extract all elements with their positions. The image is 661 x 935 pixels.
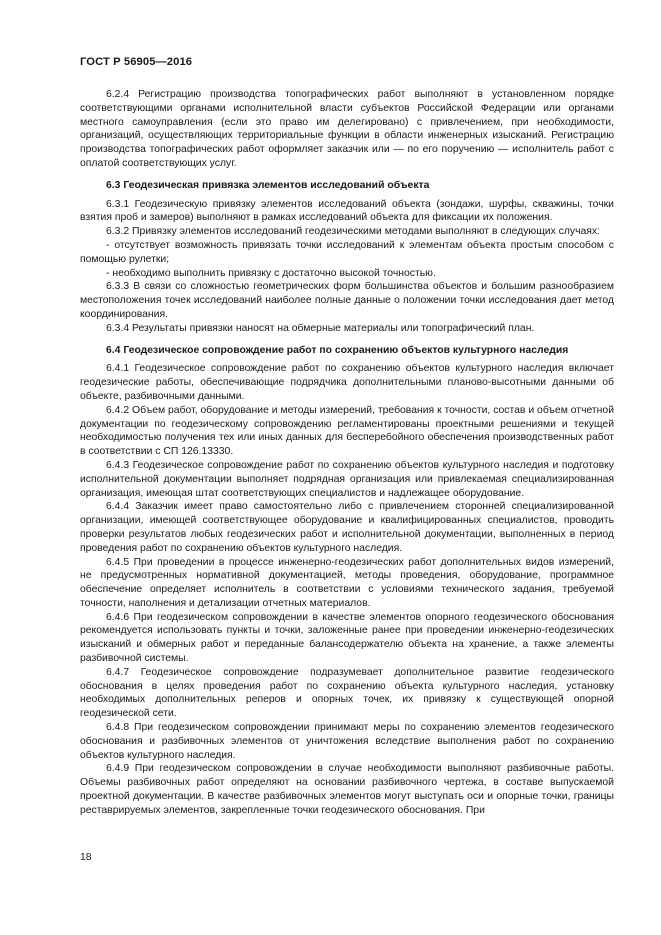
paragraph-6-3-4: 6.3.4 Результаты привязки наносят на обмерные материалы или топографический план. — [106, 322, 535, 334]
paragraph-6-4-9: 6.4.9 При геодезическом сопровождении в случае необходимости выполняют разбивочные работы. Объемы разбивочных работ определяют на основании разбивочного чертежа, в составе выпускаемой проектной документации. В качестве разбивочных элементов могут выступать оси и опорные точки, границы реставрируемых элементов, закрепленные точки геодезического обоснования. При — [80, 763, 614, 816]
document-body — [80, 88, 614, 818]
paragraph-6-4-2: 6.4.2 Объем работ, оборудование и методы измерений, требования к точности, состав и объем отчетной документации по геодезическому сопровождению регламентированы проектными решениями и текущей необходимостью получения тех или иных данных для бесперебойного обеспечения производственных работ в соответствии с СП 126.13330. — [80, 404, 614, 458]
paragraph-6-2-4: 6.2.4 Регистрацию производства топографических работ выполняют в установленном порядке соответствующими органами исполнительной власти субъектов Российской Федерации или органами местного самоуправления (если это право им делегировано) с привлечением, при необходимости, организаций, осуществляющих территориальные функции в области инженерных изысканий. Регистрацию производства топографических работ оформляет заказчик или — по его поручению — исполнитель работ с оплатой соответствующих услуг. — [80, 89, 614, 169]
paragraph-6-4-8: 6.4.8 При геодезическом сопровождении принимают меры по сохранению элементов геодезического обоснования и разбивочных элементов от уничтожения вследствие выполнения работ по сохранению объектов культурного наследия. — [80, 722, 614, 761]
section-heading-6-3: 6.3 Геодезическая привязка элементов исследований объекта — [106, 179, 430, 191]
paragraph-6-4-5: 6.4.5 При проведении в процессе инженерно-геодезических работ дополнительных видов измерений, не предусмотренных нормативной документацией, методы проведения, оборудование, программное обеспечение определяет исполнитель в соответствии с условиями технического задания, требуемой точности, наполнения и детализации отчетных материалов. — [80, 556, 614, 609]
paragraph-6-4-7: 6.4.7 Геодезическое сопровождение подразумевает дополнительное развитие геодезического обоснования в целях проведения работ по сохранению объекта культурного наследия, установку необходимых дополнительных реперов и опорных точек, их привязку к существующей опорной геодезической сети. — [80, 666, 614, 720]
page-number: 18 — [80, 852, 92, 863]
section-heading-6-4: 6.4 Геодезическое сопровождение работ по сохранению объектов культурного наследия — [106, 344, 569, 356]
paragraph-6-3-2: 6.3.2 Привязку элементов исследований геодезическими методами выполняют в следующих случаях: — [106, 226, 601, 238]
list-item: - необходимо выполнить привязку с достаточно высокой точностью. — [106, 267, 436, 279]
document-header: ГОСТ Р 56905—2016 — [80, 56, 193, 68]
paragraph-6-3-3: 6.3.3 В связи со сложностью геометрических форм большинства объектов и большим разнообразием местоположения точек исследований наиболее полные данные о положении точки исследования дает метод координирования. — [80, 281, 614, 320]
paragraph-6-4-6: 6.4.6 При геодезическом сопровождении в качестве элементов опорного геодезического обоснования рекомендуется использовать пункты и точки, заложенные ранее при проведении инженерно-геодезических изысканий и обмерных работ и переданные балансодержателю объекта на хранение, а также элементы разбивочной системы. — [80, 611, 614, 665]
paragraph-6-4-4: 6.4.4 Заказчик имеет право самостоятельно либо с привлечением сторонней специализированной организации, имеющей соответствующее оборудование и квалифицированных специалистов, проводить проверки результатов любых геодезических работ и исполнительной документации, выполненных в период проведения работ по сохранению объектов культурного наследия. — [80, 501, 614, 554]
paragraph-6-4-1: 6.4.1 Геодезическое сопровождение работ по сохранению объектов культурного наследия включает геодезические работы, обеспечивающие подрядчика дополнительными планово-высотными данными об объекте, разбивочными данными. — [80, 363, 614, 402]
list-item: - отсутствует возможность привязать точки исследований к элементам объекта простым способом с помощью рулетки; — [80, 239, 614, 265]
paragraph-6-3-1: 6.3.1 Геодезическую привязку элементов исследований объекта (зондажи, шурфы, скважины, точки взятия проб и замеров) выполняют в рамках исследований объекта для фиксации их положения. — [80, 198, 614, 224]
paragraph-6-4-3: 6.4.3 Геодезическое сопровождение работ по сохранению объектов культурного наследия и подготовку исполнительной документации выполняет подрядная организация или привлекаемая специализированная организация, имеющая штат соответствующих специалистов и надлежащее оборудование. — [80, 459, 614, 499]
